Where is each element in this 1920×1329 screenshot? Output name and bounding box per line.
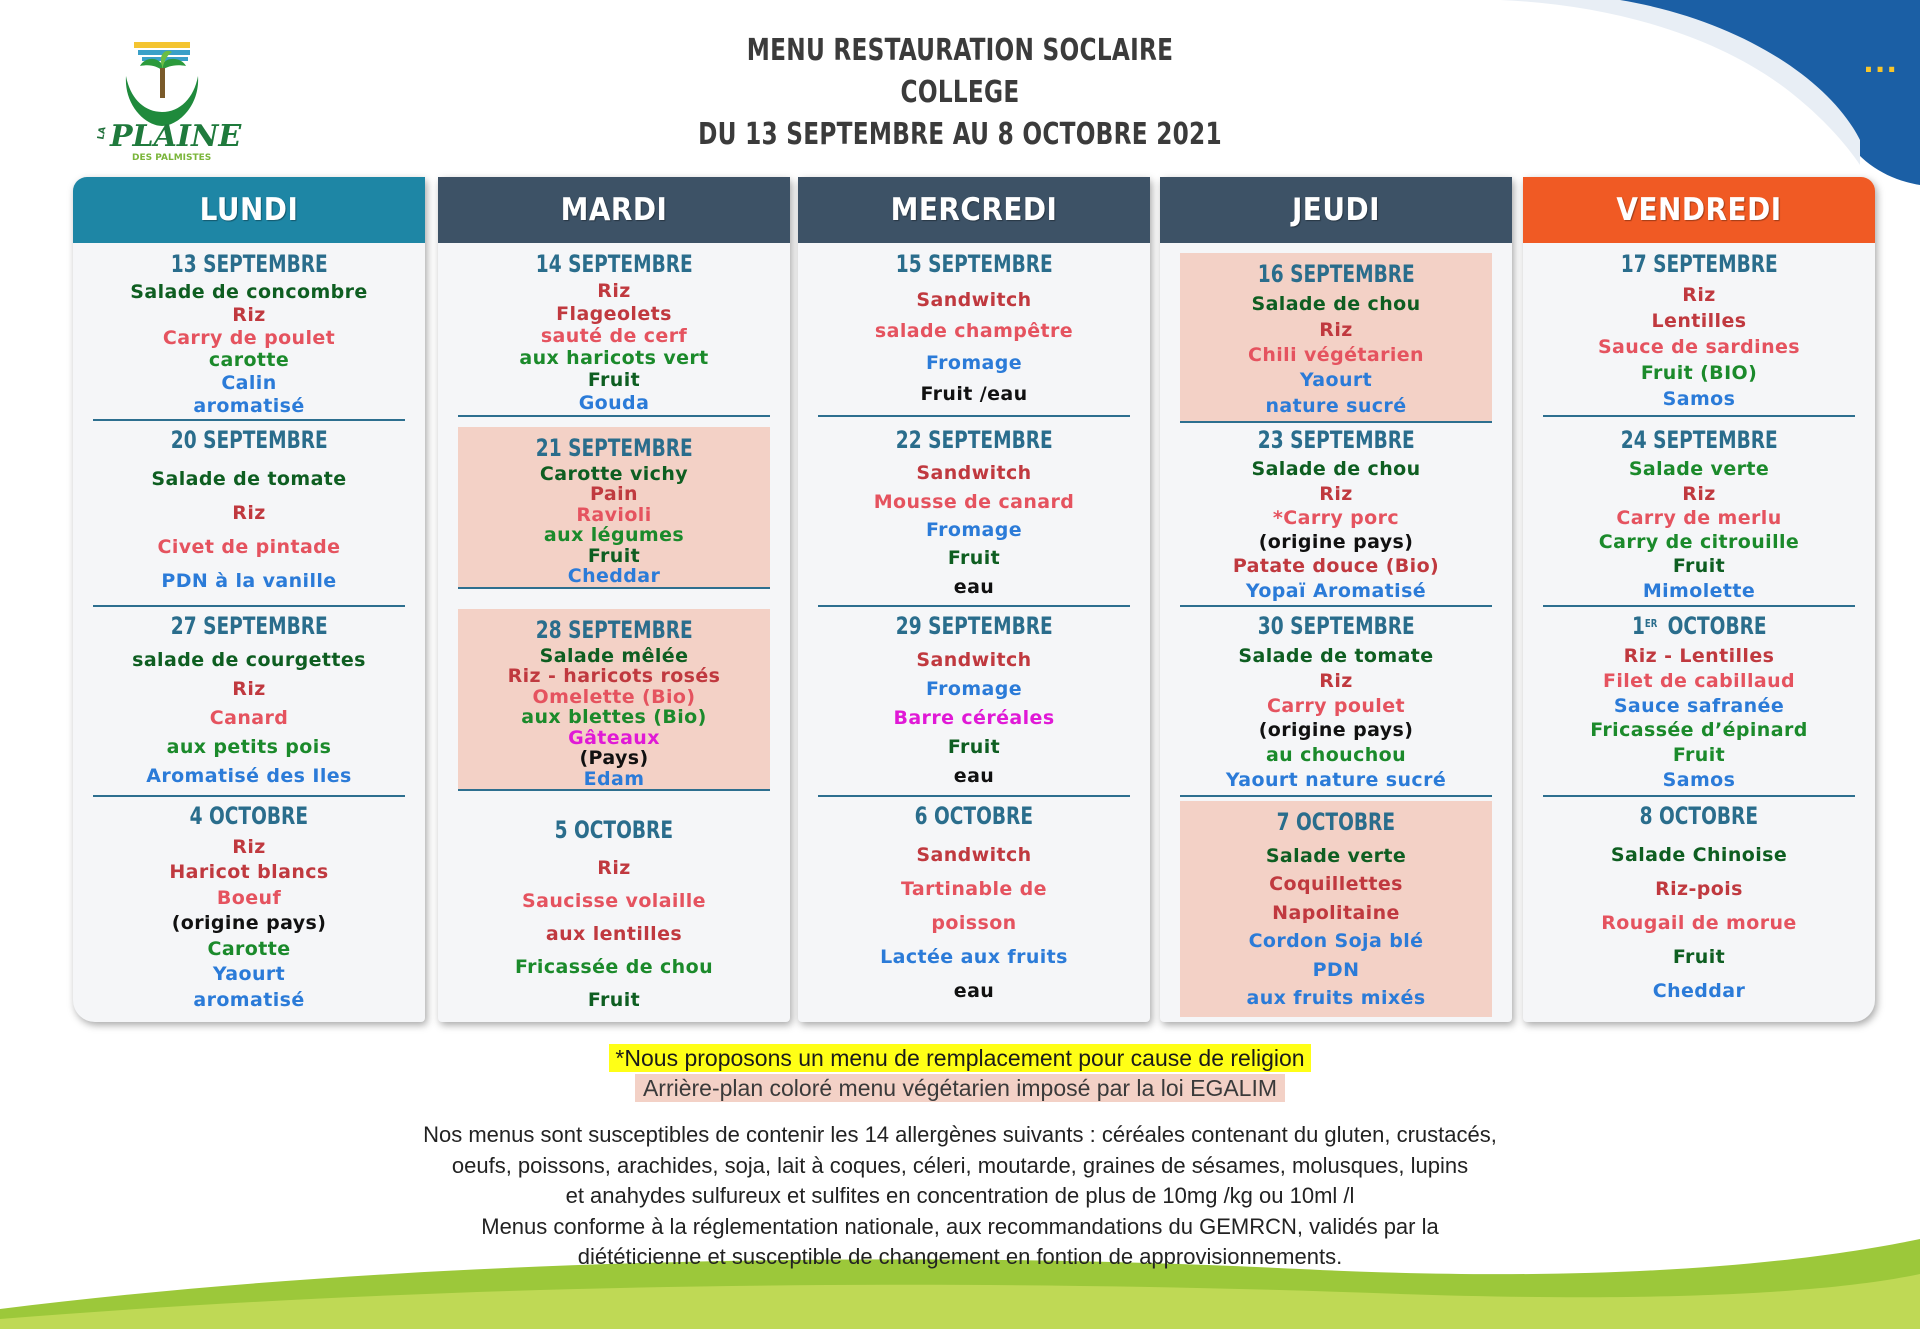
dish-item: aromatisé bbox=[193, 988, 305, 1011]
dish-item: aux petits pois bbox=[166, 736, 332, 758]
menu-cell bbox=[1543, 795, 1855, 1015]
dish-item: *Carry porc bbox=[1272, 506, 1400, 529]
dish-item: Riz bbox=[1319, 669, 1353, 692]
dish-item: Riz - Lentilles bbox=[1623, 644, 1775, 667]
dish-list bbox=[1543, 831, 1855, 1015]
dish-item: aux légumes bbox=[543, 524, 685, 547]
menu-date: 13 SEPTEMBRE bbox=[170, 250, 328, 278]
logo-palmistes-text: DES PALMISTES bbox=[132, 153, 212, 163]
allergen-line: Menus conforme à la réglementation nationale, aux recommandations du GEMRCN, validés par la bbox=[481, 1213, 1439, 1239]
dish-item: Fruit bbox=[947, 547, 1001, 570]
menu-date: 4 OCTOBRE bbox=[189, 802, 309, 830]
logo bbox=[96, 36, 242, 176]
dish-item: aux fruits mixés bbox=[1246, 987, 1426, 1010]
dish-item: Riz bbox=[1319, 318, 1353, 341]
dish-item: nature sucré bbox=[1265, 394, 1407, 417]
day-header-mardi: MARDI bbox=[438, 177, 790, 243]
dish-item: Carotte vichy bbox=[539, 462, 689, 485]
dish-list bbox=[458, 845, 770, 1023]
menu-cell bbox=[93, 605, 405, 797]
menu-cell bbox=[1543, 605, 1855, 797]
allergen-line: Nos menus sont susceptibles de contenir les 14 allergènes suivants : céréales contenant du gluten, crustacés, bbox=[423, 1122, 1497, 1147]
dish-item: salade champêtre bbox=[874, 320, 1074, 343]
menu-cell bbox=[1543, 419, 1855, 607]
menu-cell bbox=[1543, 243, 1855, 417]
dish-item: Carry poulet bbox=[1267, 694, 1405, 717]
dish-item: PDN bbox=[1312, 958, 1360, 981]
more-options-icon[interactable]: ... bbox=[1863, 46, 1898, 79]
dish-item: (origine pays) bbox=[171, 912, 327, 934]
menu-cell bbox=[458, 243, 770, 417]
menu-cell-vegetarian bbox=[458, 609, 770, 791]
menu-cell bbox=[93, 419, 405, 607]
dish-item: Samos bbox=[1662, 388, 1736, 410]
dish-item: Riz - haricots rosés bbox=[507, 665, 721, 687]
menu-grid bbox=[73, 177, 1877, 1022]
title-line-2: COLLEGE bbox=[900, 75, 1020, 110]
menu-cell bbox=[1180, 605, 1492, 797]
dish-item: Fromage bbox=[925, 678, 1023, 700]
dish-item: (Pays) bbox=[579, 747, 649, 769]
page-title bbox=[560, 30, 1360, 156]
day-header-vendredi: VENDREDI bbox=[1523, 177, 1875, 243]
dish-item: Cordon Soja blé bbox=[1248, 930, 1424, 953]
dish-item: Canard bbox=[209, 707, 289, 729]
dish-list bbox=[93, 831, 405, 1015]
dish-item: Riz bbox=[232, 835, 266, 858]
dish-list bbox=[818, 455, 1130, 605]
menu-cell bbox=[818, 419, 1130, 607]
menu-cell bbox=[458, 809, 770, 1023]
dish-item: Sandwitch bbox=[916, 289, 1032, 312]
menu-cell bbox=[93, 243, 405, 421]
dish-item: Haricot blancs bbox=[169, 861, 329, 883]
dish-item: carotte bbox=[208, 349, 290, 372]
vegetarian-note: Arrière-plan coloré menu végétarien imposé par la loi EGALIM bbox=[635, 1074, 1285, 1102]
day-body bbox=[438, 243, 790, 1022]
day-body bbox=[798, 243, 1150, 1022]
dish-item: Barre céréales bbox=[893, 707, 1055, 729]
dish-list bbox=[1543, 641, 1855, 795]
menu-date: 22 SEPTEMBRE bbox=[895, 426, 1053, 454]
dish-item: Omelette (Bio) bbox=[532, 685, 696, 708]
dish-list bbox=[458, 645, 770, 789]
dish-item: salade de courgettes bbox=[132, 649, 366, 671]
dish-item: eau bbox=[953, 765, 995, 787]
dish-item: Riz bbox=[1682, 482, 1716, 505]
dish-item: Napolitaine bbox=[1272, 901, 1400, 924]
dish-item: Yopaï Aromatisé bbox=[1245, 579, 1427, 602]
dish-item: Fricassée d’épinard bbox=[1590, 719, 1808, 742]
dish-item: Gâteaux bbox=[568, 726, 660, 749]
menu-cell bbox=[93, 795, 405, 1015]
day-body bbox=[73, 243, 425, 1022]
dish-item: Fruit bbox=[587, 544, 641, 567]
dish-list bbox=[93, 641, 405, 795]
menu-cell bbox=[818, 795, 1130, 1015]
day-column-jeudi bbox=[1160, 177, 1512, 1022]
dish-item: Salade de concombre bbox=[130, 280, 368, 303]
logo-plaine-text: PLAINE bbox=[110, 119, 242, 154]
menu-date: 6 OCTOBRE bbox=[914, 802, 1034, 830]
dish-item: Filet de cabillaud bbox=[1602, 669, 1796, 692]
dish-list bbox=[818, 279, 1130, 415]
allergen-line: diététicienne et susceptible de changement en fontion de approvisionnements. bbox=[577, 1244, 1343, 1269]
dish-item: Saucisse volaille bbox=[522, 890, 706, 912]
dish-item: Fruit /eau bbox=[920, 382, 1028, 405]
dish-list bbox=[818, 831, 1130, 1015]
dish-item: Riz bbox=[232, 678, 266, 700]
day-column-vendredi bbox=[1523, 177, 1875, 1022]
dish-item: Riz bbox=[232, 303, 266, 326]
day-column-mardi bbox=[438, 177, 790, 1022]
dish-item: Salade de tomate bbox=[151, 468, 347, 490]
dish-item: Coquillettes bbox=[1269, 873, 1403, 896]
dish-item: Salade verte bbox=[1265, 844, 1407, 867]
menu-date: 15 SEPTEMBRE bbox=[895, 250, 1053, 278]
dish-item: Fruit bbox=[1672, 555, 1726, 578]
dish-item: Sandwitch bbox=[916, 649, 1032, 671]
dish-item: Mimolette bbox=[1642, 579, 1756, 602]
dish-item: (origine pays) bbox=[1258, 719, 1414, 742]
dish-item: Chili végétarien bbox=[1248, 343, 1424, 366]
dish-item: Sandwitch bbox=[916, 844, 1032, 866]
dish-item: Flageolets bbox=[556, 302, 672, 325]
dish-item: Cheddar bbox=[1652, 980, 1746, 1002]
dish-list bbox=[1543, 279, 1855, 415]
title-line-1: MENU RESTAURATION SOCLAIRE bbox=[746, 33, 1174, 68]
menu-cell-vegetarian bbox=[1180, 253, 1492, 423]
dish-item: Mousse de canard bbox=[873, 490, 1075, 513]
dish-item: aux blettes (Bio) bbox=[521, 706, 707, 728]
menu-cell-vegetarian bbox=[1180, 801, 1492, 1017]
menu-cell bbox=[1180, 419, 1492, 607]
dish-item: Riz bbox=[1319, 482, 1353, 505]
menu-date: 5 OCTOBRE bbox=[554, 816, 674, 844]
dish-item: Carry de poulet bbox=[162, 326, 336, 349]
dish-item: aromatisé bbox=[193, 395, 305, 418]
dish-item: Riz-pois bbox=[1655, 878, 1743, 900]
dish-item: sauté de cerf bbox=[540, 324, 688, 347]
dish-item: Yaourt bbox=[212, 963, 286, 985]
dish-item: Fruit bbox=[587, 369, 641, 392]
dish-item: poisson bbox=[931, 912, 1017, 934]
dish-list bbox=[458, 463, 770, 587]
menu-date: 17 SEPTEMBRE bbox=[1620, 250, 1778, 278]
allergen-line: oeufs, poissons, arachides, soja, lait à coques, céleri, moutarde, graines de sésames, molusques, lupins bbox=[451, 1152, 1469, 1178]
dish-item: Salade de chou bbox=[1251, 458, 1421, 481]
date-month: OCTOBRE bbox=[1667, 612, 1767, 640]
dish-item: Calin bbox=[221, 372, 277, 395]
menu-date: 30 SEPTEMBRE bbox=[1257, 612, 1415, 640]
dish-item: Fromage bbox=[925, 518, 1023, 541]
dish-item: Carry de citrouille bbox=[1598, 531, 1800, 554]
dish-item: Salade verte bbox=[1628, 458, 1770, 481]
day-header-lundi: LUNDI bbox=[73, 177, 425, 243]
dish-item: Samos bbox=[1662, 769, 1736, 792]
dish-item: Riz bbox=[232, 502, 266, 524]
dish-item: Salade Chinoise bbox=[1610, 844, 1788, 866]
dish-item: PDN à la vanille bbox=[161, 570, 337, 592]
day-body bbox=[1523, 243, 1875, 1022]
dish-list bbox=[93, 455, 405, 605]
menu-cell bbox=[818, 243, 1130, 417]
dish-item: Sauce safranée bbox=[1613, 694, 1785, 717]
dish-item: Fruit bbox=[1672, 744, 1726, 767]
dish-item: Yaourt bbox=[1299, 369, 1373, 392]
menu-date: 14 SEPTEMBRE bbox=[535, 250, 693, 278]
dish-item: Tartinable de bbox=[901, 878, 1047, 900]
menu-date: 24 SEPTEMBRE bbox=[1620, 426, 1778, 454]
dish-item: Carotte bbox=[207, 937, 291, 960]
palm-tree-logo-icon bbox=[96, 36, 242, 176]
dish-item: aux haricots vert bbox=[519, 347, 709, 370]
menu-cell-vegetarian bbox=[458, 427, 770, 589]
dish-item: Riz bbox=[597, 857, 631, 879]
dish-item: Salade de chou bbox=[1251, 293, 1421, 316]
menu-date: 21 SEPTEMBRE bbox=[535, 434, 693, 462]
allergen-notice bbox=[0, 1120, 1920, 1273]
menu-date: 7 OCTOBRE bbox=[1276, 808, 1396, 836]
menu-cell bbox=[818, 605, 1130, 797]
dish-item: eau bbox=[953, 980, 995, 1002]
menu-date: 28 SEPTEMBRE bbox=[535, 616, 693, 644]
date-ordinal: ER bbox=[1644, 617, 1657, 630]
dish-item: au chouchou bbox=[1265, 744, 1407, 767]
logo-la-text: LA bbox=[96, 126, 109, 141]
allergen-line: et anahydes sulfureux et sulfites en concentration de plus de 10mg /kg ou 10ml /l bbox=[565, 1183, 1355, 1208]
day-column-mercredi bbox=[798, 177, 1150, 1022]
dish-item: Lentilles bbox=[1651, 310, 1747, 332]
dish-list bbox=[1180, 837, 1492, 1017]
dish-item: Fruit (BIO) bbox=[1640, 362, 1758, 384]
dish-list bbox=[93, 279, 405, 419]
top-right-wave-decoration bbox=[1500, 0, 1920, 190]
dish-item: Cheddar bbox=[567, 565, 661, 588]
day-body bbox=[1160, 243, 1512, 1022]
dish-item: Fromage bbox=[925, 351, 1023, 374]
dish-item: Fruit bbox=[587, 989, 641, 1011]
dish-item: Fruit bbox=[1672, 946, 1726, 968]
day-header-mercredi: MERCREDI bbox=[798, 177, 1150, 243]
dish-item: (origine pays) bbox=[1258, 531, 1414, 554]
dish-list bbox=[1180, 641, 1492, 795]
menu-date bbox=[1632, 611, 1767, 641]
menu-date: 23 SEPTEMBRE bbox=[1257, 426, 1415, 454]
dish-list bbox=[458, 279, 770, 415]
dish-item: Salade de tomate bbox=[1238, 644, 1434, 667]
dish-item: Riz bbox=[1682, 284, 1716, 306]
menu-date: 16 SEPTEMBRE bbox=[1257, 260, 1415, 288]
religion-note: *Nous proposons un menu de remplacement pour cause de religion bbox=[609, 1044, 1310, 1072]
dish-item: Patate douce (Bio) bbox=[1232, 555, 1440, 578]
dish-item: Ravioli bbox=[576, 503, 652, 526]
dish-item: Lactée aux fruits bbox=[880, 946, 1068, 968]
dish-item: Sauce de sardines bbox=[1597, 336, 1801, 358]
date-day: 1 bbox=[1631, 612, 1645, 640]
notes-section bbox=[0, 1044, 1920, 1273]
dish-item: Riz bbox=[597, 280, 631, 303]
menu-date: 29 SEPTEMBRE bbox=[895, 612, 1053, 640]
dish-item: Fruit bbox=[947, 736, 1001, 758]
title-line-3: DU 13 SEPTEMBRE AU 8 OCTOBRE 2021 bbox=[698, 117, 1222, 152]
menu-date: 20 SEPTEMBRE bbox=[170, 426, 328, 454]
dish-item: Fricassée de chou bbox=[514, 956, 713, 978]
menu-date: 8 OCTOBRE bbox=[1639, 802, 1759, 830]
dish-item: Sandwitch bbox=[916, 462, 1032, 485]
dish-item: Aromatisé des Iles bbox=[146, 765, 352, 787]
dish-item: eau bbox=[953, 575, 995, 598]
dish-list bbox=[1543, 455, 1855, 605]
dish-list bbox=[1180, 455, 1492, 605]
dish-item: aux lentilles bbox=[545, 923, 683, 945]
dish-item: Edam bbox=[583, 767, 645, 790]
day-header-jeudi: JEUDI bbox=[1160, 177, 1512, 243]
dish-item: Rougail de morue bbox=[1601, 912, 1797, 934]
day-column-lundi bbox=[73, 177, 425, 1022]
dish-item: Boeuf bbox=[216, 886, 282, 909]
dish-list bbox=[818, 641, 1130, 795]
dish-item: Yaourt nature sucré bbox=[1225, 769, 1447, 792]
dish-item: Salade mêlée bbox=[539, 644, 689, 667]
dish-item: Carry de merlu bbox=[1616, 506, 1782, 529]
dish-item: Pain bbox=[590, 483, 638, 506]
dish-list bbox=[1180, 289, 1492, 421]
dish-item: Gouda bbox=[578, 391, 650, 414]
dish-item: Civet de pintade bbox=[157, 536, 341, 558]
menu-date: 27 SEPTEMBRE bbox=[170, 612, 328, 640]
